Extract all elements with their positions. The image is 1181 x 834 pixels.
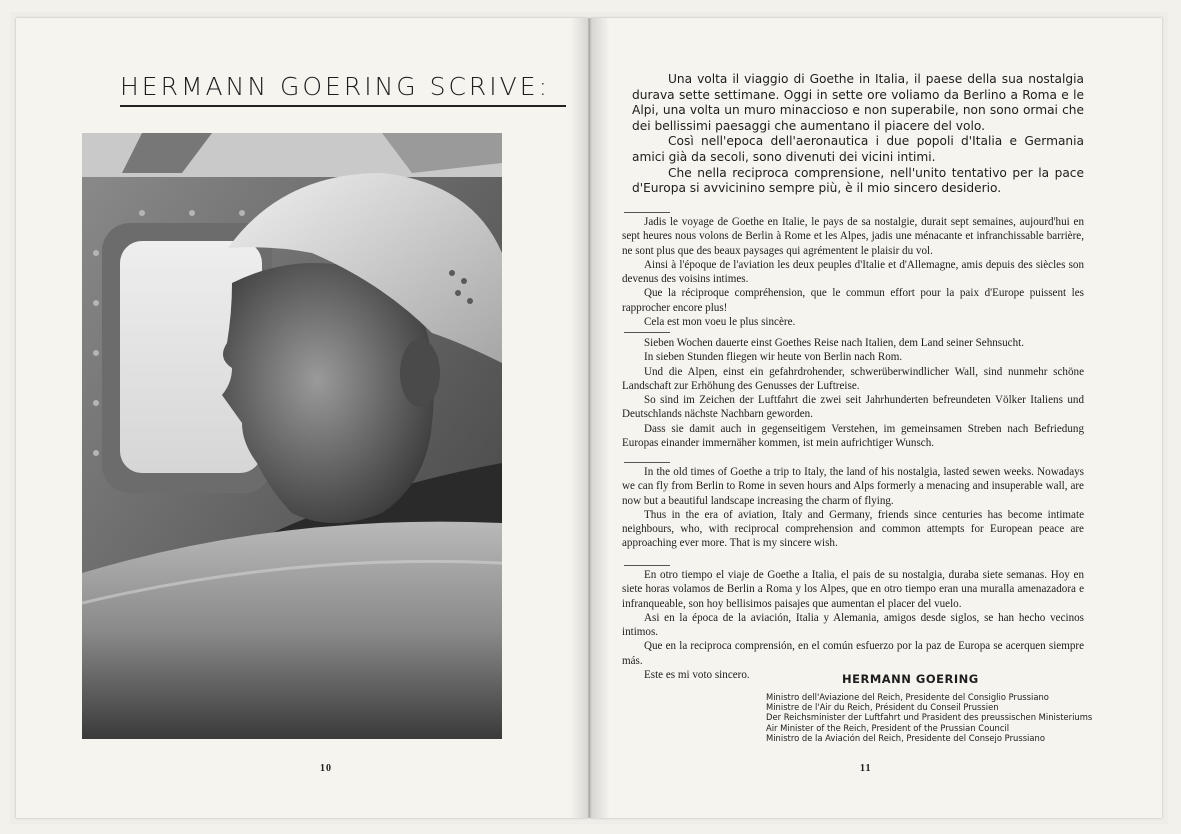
right-page bbox=[590, 18, 1162, 818]
spanish-text bbox=[622, 568, 1084, 682]
page-number-right: 11 bbox=[860, 763, 872, 774]
german-paragraph: Und die Alpen, einst ein gefahrdrohender, schwerüberwindlicher Wall, sind nunmehr schöne Landschaft zur Erhöhung des Genusses der Luftreise. bbox=[622, 365, 1084, 392]
english-paragraph: Thus in the era of aviation, Italy and Germany, friends since centuries has become intimate neighbours, who, with reciprocal comprehension and common attempts for European peace are approaching ever more. That is my sincere wish. bbox=[622, 508, 1084, 550]
signature-name: HERMANN GOERING bbox=[842, 672, 979, 686]
office-title: Der Reichsminister der Luftfahrt und Prasident des preussischen Ministeriums bbox=[766, 712, 1093, 723]
spanish-paragraph: Asi en la época de la aviación, Italia y Alemania, amigos desde siglos, se han hecho vecinos intimos. bbox=[622, 611, 1084, 639]
office-title: Ministro de la Aviación del Reich, Presidente del Consejo Prussiano bbox=[766, 732, 1045, 743]
book-spread bbox=[10, 12, 1168, 824]
divider bbox=[624, 462, 670, 463]
french-paragraph: Jadis le voyage de Goethe en Italie, le pays de sa nostalgie, durait sept semaines, aujourd'hui en sept heures nous volons de Berlin à Rome et les Alpes, jadis une ménacante et infranchissable barrière, ne sont plus que des beaux paysages qui agrémentent le plaisir du vol. bbox=[622, 216, 1084, 257]
divider bbox=[624, 332, 670, 333]
french-text bbox=[622, 215, 1084, 329]
italian-paragraph: Una volta il viaggio di Goethe in Italia, il paese della sua nostalgia durava sette settimane. Oggi in sette ore voliamo da Berlino a Roma e le Alpi, una volta un muro minaccioso e non superabile, non sono ormai che dei bellissimi paesaggi che aumentano il piacere del volo. bbox=[632, 72, 1084, 133]
office-title: Ministre de l'Air du Reich, Président du Conseil Prussien bbox=[766, 702, 999, 713]
office-titles bbox=[766, 692, 1093, 743]
portrait-illustration bbox=[82, 133, 502, 739]
spanish-paragraph: Que en la reciproca comprensión, en el común esfuerzo por la paz de Europa se acerquen siempre más. bbox=[622, 640, 1084, 667]
italian-paragraph: Che nella reciproca comprensione, nell'unito tentativo per la pace d'Europa si avvicinino sempre più, è il mio sincero desiderio. bbox=[632, 165, 1084, 196]
italian-paragraph: Così nell'epoca dell'aeronautica i due popoli d'Italia e Germania amici già da secoli, sono divenuti dei vicini intimi. bbox=[632, 134, 1084, 164]
english-text bbox=[622, 465, 1084, 551]
spanish-paragraph: Este es mi voto sincero. bbox=[644, 669, 750, 682]
german-paragraph: So sind im Zeichen der Luftfahrt die zwei seit Jahrhunderten befreundeten Völker Italiens und Deutschlands nächste Nachbarn geworden. bbox=[622, 394, 1084, 421]
german-paragraph: In sieben Stunden fliegen wir heute von Berlin nach Rom. bbox=[644, 351, 903, 364]
french-paragraph: Cela est mon voeu le plus sincère. bbox=[644, 316, 796, 329]
english-paragraph: In the old times of Goethe a trip to Italy, the land of his nostalgia, lasted sewen weeks. Nowadays we can fly from Berlin to Rome in seven hours and Alps formerly a menacing and insuperable wall, are now but a beautiful landscape increasing the charm of flying. bbox=[622, 466, 1084, 507]
page-title: HERMANN GOERING SCRIVE: bbox=[120, 72, 566, 107]
german-paragraph: Dass sie damit auch in gegenseitigem Verstehen, im gemeinsamen Streben nach Befriedung Europas einander immernäher kommen, ist mein aufrichtiger Wunsch. bbox=[622, 422, 1084, 450]
german-paragraph: Sieben Wochen dauerte einst Goethes Reise nach Italien, dem Land seiner Sehnsucht. bbox=[644, 337, 1024, 349]
french-paragraph: Ainsi à l'époque de l'aviation les deux peuples d'Italie et d'Allemagne, amis depuis des siècles son devenus des voisins intimes. bbox=[622, 258, 1084, 286]
office-title: Ministro dell'Aviazione del Reich, Presidente del Consiglio Prussiano bbox=[766, 692, 1049, 702]
page-number-left: 10 bbox=[320, 763, 332, 774]
italian-text bbox=[632, 72, 1084, 197]
divider bbox=[624, 565, 670, 566]
office-title: Air Minister of the Reich, President of the Prussian Council bbox=[766, 722, 1010, 733]
left-page bbox=[16, 18, 588, 818]
book-gutter bbox=[570, 18, 610, 818]
german-text bbox=[622, 336, 1084, 450]
spanish-paragraph: En otro tiempo el viaje de Goethe a Italia, el pais de su nostalgia, duraba siete semanas. Hoy en siete horas volamos de Berlin a Roma y los Alpes, que en otro tiempo eran una muralla amenazadora e infranqueable, son hoy bellisimos paisajes que aumentan el placer del vuelo. bbox=[622, 569, 1084, 610]
portrait-photo bbox=[82, 133, 502, 739]
french-paragraph: Que la réciproque compréhension, que le commun effort pour la paix d'Europe puissent les rapprocher encore plus! bbox=[622, 287, 1084, 314]
divider bbox=[624, 212, 670, 213]
